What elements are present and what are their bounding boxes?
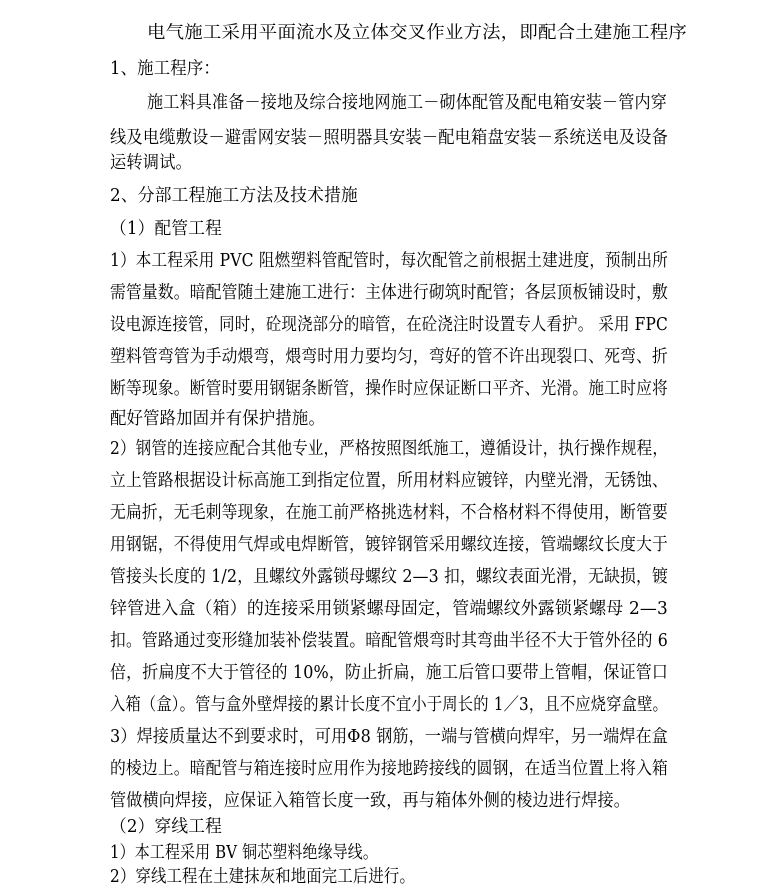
conduit-text-line: 塑料管弯管为手动煨弯，煨弯时用力要均匀，弯好的管不许出现裂口、死弯、折 xyxy=(110,347,668,367)
conduit-text-line: 需管量数。暗配管随土建施工进行：主体进行砌筑时配管；各层顶板铺设时，敷 xyxy=(110,283,668,303)
steel-pipe-text-line: 倍，折扁度不大于管径的 10%，防止折扁，施工后管口要带上管帽，保证管口 xyxy=(110,663,669,683)
conduit-text-line: 配好管路加固并有保护措施。 xyxy=(110,409,325,429)
steel-pipe-text-line: 入箱（盒）。管与盒外壁焊接的累计长度不宜小于周长的 1／3，且不应烧穿盒壁。 xyxy=(110,695,669,715)
subsection-heading-conduit-works: （1）配管工程 xyxy=(110,219,222,239)
procedure-text-line: 施工料具准备－接地及综合接地网施工－砌体配管及配电箱安装－管内穿 xyxy=(147,93,668,113)
subsection-heading-wiring-works: （2）穿线工程 xyxy=(110,817,222,837)
steel-pipe-text-line: 无扁折，无毛刺等现象，在施工前严格挑选材料，不合格材料不得使用，断管要 xyxy=(110,503,668,523)
welding-text-line: 的棱边上。暗配管与箱连接时应用作为接地跨接线的圆钢，在适当位置上将入箱 xyxy=(110,759,668,779)
conduit-text-line: 断等现象。断管时要用钢锯条断管，操作时应保证断口平齐、光滑。施工时应将 xyxy=(110,379,668,399)
wiring-text-line: 2）穿线工程在土建抹灰和地面完工后进行。 xyxy=(110,867,415,887)
welding-text-line: 3）焊接质量达不到要求时，可用Φ8 钢筋，一端与管横向焊牢，另一端焊在盒 xyxy=(110,727,669,747)
wiring-text-line: 1）本工程采用 BV 铜芯塑料绝缘导线。 xyxy=(110,843,379,863)
section-heading-methods-and-measures: 2、分部工程施工方法及技术措施 xyxy=(110,186,358,206)
steel-pipe-text-line: 立上管路根据设计标高施工到指定位置，所用材料应镀锌，内壁光滑，无锈蚀、 xyxy=(110,471,668,491)
steel-pipe-text-line: 用钢锯，不得使用气焊或电焊断管，镀锌钢管采用螺纹连接，管端螺纹长度大于 xyxy=(110,535,668,555)
welding-text-line: 管做横向焊接，应保证入箱管长度一致，再与箱体外侧的棱边进行焊接。 xyxy=(110,791,631,811)
conduit-text-line: 设电源连接管，同时，砼现浇部分的暗管，在砼浇注时设置专人看护。 采用 FPC xyxy=(110,315,669,335)
steel-pipe-text-line: 扣。管路通过变形缝加装补偿装置。暗配管煨弯时其弯曲半径不大于管外径的 6 xyxy=(110,631,669,651)
steel-pipe-text-line: 锌管进入盒（箱）的连接采用锁紧螺母固定，管端螺纹外露锁紧螺母 2—3 xyxy=(110,599,668,619)
section-heading-construction-procedure: 1、施工程序： xyxy=(110,59,221,79)
conduit-text-line: 1）本工程采用 PVC 阻燃塑料管配管时，每次配管之前根据土建进度，预制出所 xyxy=(110,251,669,271)
steel-pipe-text-line: 管接头长度的 1/2，且螺纹外露锁母螺纹 2—3 扣，螺纹表面光滑，无缺损，镀 xyxy=(110,567,669,587)
steel-pipe-text-line: 2）钢管的连接应配合其他专业，严格按照图纸施工，遵循设计，执行操作规程， xyxy=(110,439,668,459)
intro-paragraph: 电气施工采用平面流水及立体交叉作业方法，即配合土建施工程序 xyxy=(147,23,688,43)
procedure-text-line: 运转调试。 xyxy=(110,153,193,173)
procedure-text-line: 线及电缆敷设－避雷网安装－照明器具安装－配电箱盘安装－系统送电及设备 xyxy=(110,128,669,148)
